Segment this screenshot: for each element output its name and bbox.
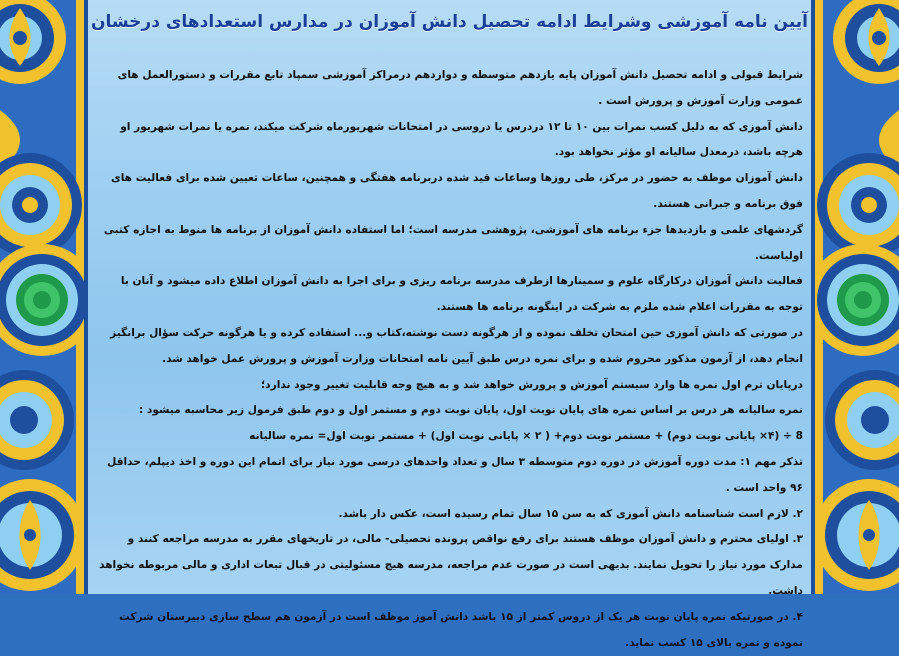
mandala-pattern-right	[815, 0, 899, 594]
paragraph: نمره سالیانه هر درس بر اساس نمره های پایان نوبت اول، پایان نوبت دوم و مستمر اول و دوم طبق فرمول زیر محاسبه میشود :	[139, 404, 803, 417]
content-panel	[84, 0, 815, 649]
formula: 8 ÷ (۴× پایانی نوبت دوم) + مستمر نوبت دوم+ ( ۲ × پایانی نوبت اول) + مستمر نوبت اول= نمره سالیانه	[249, 430, 803, 443]
note-3: ۳. اولیای محترم و دانش آموزان موظف هستند برای رفع نواقص پرونده تحصیلی- مالی، در تاریخهای مقرر به مدرسه مراجعه کنند و مدارک مورد نیاز را تحویل نمایند. بدیهی است در صورت عدم مراجعه، مدرسه هیچ مسئولیتی در قبال تبعات اداری و مالی مربوطه نخواهد داشت.	[99, 533, 803, 597]
page-title: آیین نامه آموزشی وشرایط ادامه تحصیل دانش آموزان در مدارس استعدادهای درخشان	[90, 12, 809, 32]
paragraph: دانش آموزی که به دلیل کسب نمرات بین ۱۰ تا ۱۲ دردرس یا دروسی در امتحانات شهریورماه شرکت میکند، نمره یا نمرات شهریور او هرچه باشد، درمعدل سالیانه او مؤثر نخواهد بود.	[120, 120, 803, 159]
paragraph: شرایط قبولی و ادامه تحصیل دانش آموزان پایه یازدهم متوسطه و دوازدهم درمراکز آموزشی سمپاد تابع مقررات و دستورالعمل های عمومی وزارت آموزش و پرورش است .	[117, 69, 803, 107]
note-2: ۲. لازم است شناسنامه دانش آموزی که به سن ۱۵ سال تمام رسیده است، عکس دار باشد.	[338, 507, 803, 520]
paragraph: دانش آموزان موظف به حضور در مرکز، طی روزها وساعات قید شده دربرنامه هفتگی و همچنین، ساعات تعیین شده برای فعالیت های فوق برنامه و جبرانی هستند.	[111, 172, 803, 210]
paragraph: در صورتی که دانش آموزی حین امتحان تخلف نموده و از هرگونه دست نوشته،کتاب و... استفاده کرده و یا هرگونه حرکت سؤال برانگیز انجام دهد، از آزمون مذکور محروم شده و برای نمره درس طبق آیین نامه امتحانات وزارت آموزش و پرورش عمل خواهد شد.	[110, 326, 803, 365]
paragraph: گردشهای علمی و بازدیدها جزء برنامه های آموزشی، پژوهشی مدرسه است؛ اما استفاده دانش آموزان از برنامه ها منوط به اجازه کتبی اولیاست.	[103, 223, 803, 262]
paragraph: درپایان ترم اول نمره ها وارد سیستم آموزش و پرورش خواهد شد و به هیچ وجه قابلیت تغییر وجود ندارد؛	[260, 378, 803, 391]
right-mandala-border	[815, 0, 899, 594]
mandala-pattern-left	[0, 0, 84, 594]
note-1: تذکر مهم ۱: مدت دوره آموزش در دوره دوم متوسطه ۳ سال و تعداد واحدهای درسی مورد نیاز برای اتمام این دوره و اخذ دیپلم، حداقل ۹۶ واحد است .	[107, 455, 803, 494]
paragraph: فعالیت دانش آموزان درکارگاه علوم و سمینارها ازطرف مدرسه برنامه ریزی و برای اجرا به دانش آموزان اطلاع داده میشود و آنان با توجه به مقررات اعلام شده ملزم به شرکت در اینگونه برنامه ها هستند.	[120, 275, 803, 314]
left-mandala-border	[0, 0, 84, 594]
note-4: ۴. در صورتیکه نمره پایان نوبت هر یک از دروس کمتر از ۱۵ باشد دانش آموز موظف است در آزمون هم سطح سازی دبیرستان شرکت نموده و نمره بالای ۱۵ کسب نماید.	[119, 610, 803, 649]
rules-text	[96, 63, 803, 656]
